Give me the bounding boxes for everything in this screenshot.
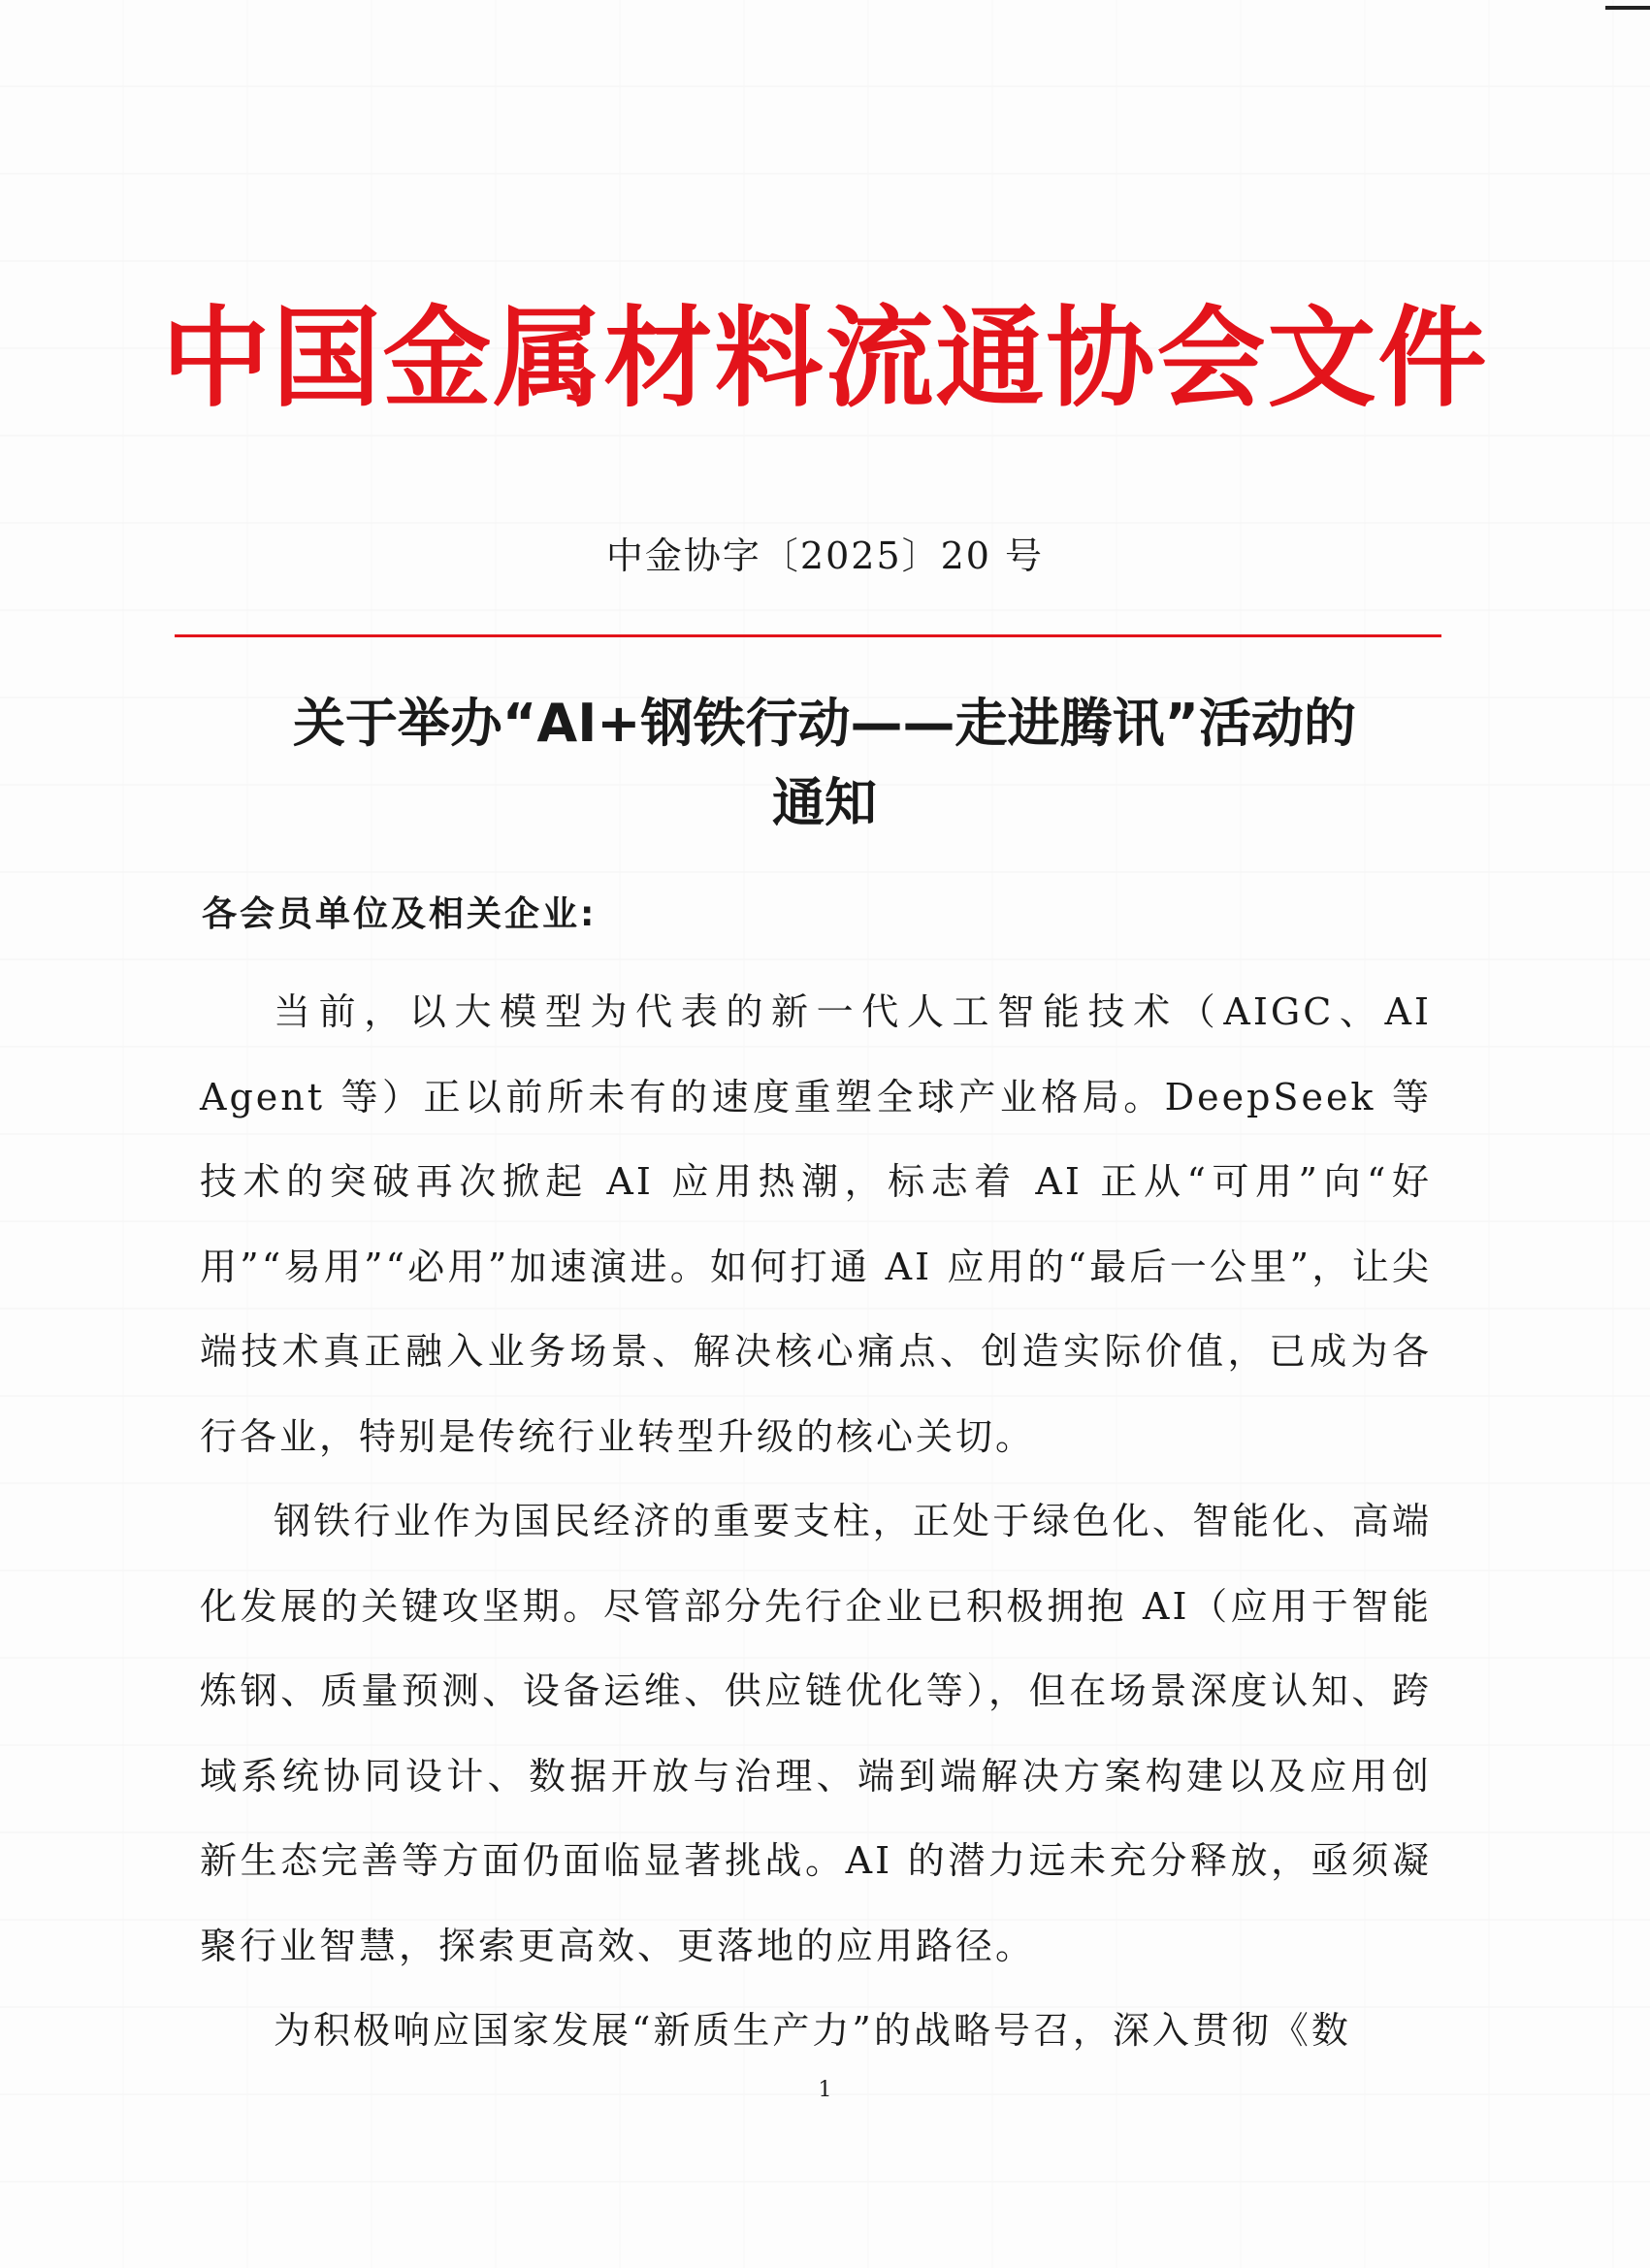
notice-title-line-1: 关于举办“AI+钢铁行动——走进腾讯”活动的 (292, 693, 1357, 754)
body-paragraph: 为积极响应国家发展“新质生产力”的战略号召，深入贯彻《数 (274, 2009, 1351, 2052)
scan-corner-mark (1605, 6, 1650, 10)
notice-title (194, 684, 1455, 843)
notice-body (200, 970, 1432, 2074)
document-number: 中金协字〔2025〕20 号 (605, 535, 1045, 577)
notice-title-line-2: 通知 (772, 772, 877, 833)
document-header-title: 中国金属材料流通协会文件 (161, 296, 1489, 422)
salutation: 各会员单位及相关企业: (202, 894, 598, 934)
header-red-divider (175, 634, 1441, 637)
page-number: 1 (818, 2078, 832, 2102)
body-paragraph: 当前，以大模型为代表的新一代人工智能技术（AIGC、AI Agent 等）正以前所未有的速度重塑全球产业格局。DeepSeek 等技术的突破再次掀起 AI 应用热潮，标志着 AI 正从“可用”向“好用”“易用”“必用”加速演进。如何打通 AI 应用的“最后一公里”，让尖端技术真正融入业务场景、解决核心痛点、创造实际价值，已成为各行各业，特别是传统行业转型升级的核心关切。 (200, 990, 1432, 1458)
body-paragraph: 钢铁行业作为国民经济的重要支柱，正处于绿色化、智能化、高端化发展的关键攻坚期。尽管部分先行企业已积极拥抱 AI（应用于智能炼钢、质量预测、设备运维、供应链优化等），但在场景深度认知、跨域系统协同设计、数据开放与治理、端到端解决方案构建以及应用创新生态完善等方面仍面临显著挑战。AI 的潜力远未充分释放，亟须凝聚行业智慧，探索更高效、更落地的应用路径。 (200, 1500, 1432, 1967)
